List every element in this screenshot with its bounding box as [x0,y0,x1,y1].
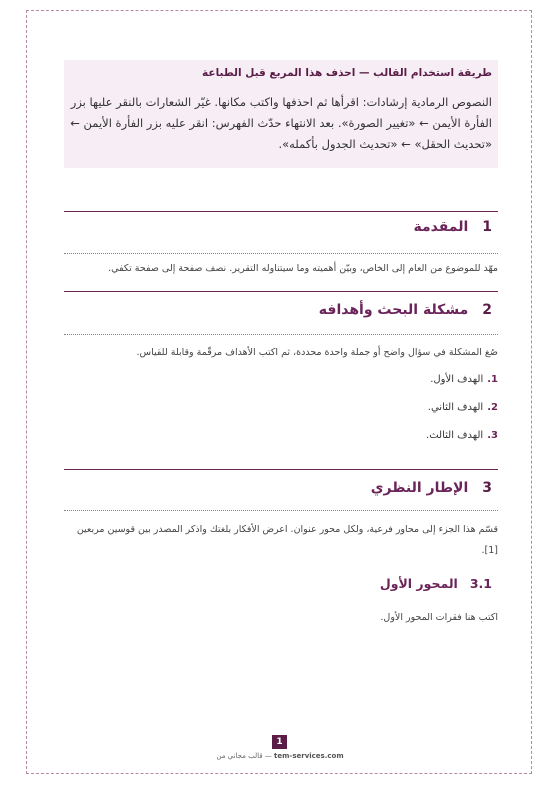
section-1-number: 1 [482,219,492,235]
page-footer [0,752,560,760]
section-3-top-rule [64,469,498,470]
section-1-text: مهّد للموضوع من العام إلى الخاص، وبيّن أهميته وما سيتناوله التقرير. نصف صفحة إلى صفحة تكفي. [108,263,498,274]
section-3-number: 3 [482,480,492,496]
page-number: 1 [272,735,287,749]
list-marker: 1. [487,374,498,385]
section-1-title: المقدمة [413,219,469,235]
list-item-text: الهدف الثالث. [426,430,484,441]
section-1-heading [64,219,498,235]
list-marker: 3. [487,430,498,441]
section-3-bottom-rule [64,510,498,511]
footer-dash: — [264,752,272,760]
subsection-3-1-title: المحور الأول [379,576,458,591]
footer-note: قالب مجاني من [216,752,263,760]
subsection-3-1-text: اكتب هنا فقرات المحور الأول. [380,612,498,623]
subsection-3-1-number: 3.1 [469,576,492,591]
section-2-top-rule [64,291,498,292]
section-3-title: الإطار النظري [370,480,469,496]
section-1-top-rule [64,211,498,212]
section-1-bottom-rule [64,253,498,254]
list-item-text: الهدف الثاني. [427,402,484,413]
list-item [64,374,498,385]
list-marker: 2. [487,402,498,413]
list-item [64,430,498,441]
footer-site: tem-services.com [274,752,344,760]
section-3-text: قسّم هذا الجزء إلى محاور فرعية، ولكل محور عنوان. اعرض الأفكار بلغتك واذكر المصدر بين قوسين مربعين [1]. [76,524,498,556]
notice-title: طريقة استخدام القالب — احذف هذا المربع قبل الطباعة [202,67,492,79]
notice-body: النصوص الرمادية إرشادات: اقرأها ثم احذفها واكتب مكانها. غيّر الشعارات بالنقر عليها بزر الفأرة الأيمن ← «تغيير الصورة». بعد الانتهاء حدّث الفهرس: انقر عليه بزر الفأرة الأيمن ← «تحديث الحقل» ← «تحديث الجدول بأكمله». [70,95,492,151]
section-3-heading [64,480,498,496]
section-2-title: مشكلة البحث وأهدافه [318,302,469,318]
usage-notice-box [64,60,498,168]
list-item [64,402,498,413]
section-2-heading [64,302,498,318]
section-2-number: 2 [482,302,492,318]
section-2-text: صُغ المشكلة في سؤال واضح أو جملة واحدة محددة، ثم اكتب الأهداف مرقّمة وقابلة للقياس. [136,347,498,358]
subsection-3-1-heading [64,576,498,591]
section-2-bottom-rule [64,334,498,335]
list-item-text: الهدف الأول. [430,374,484,385]
